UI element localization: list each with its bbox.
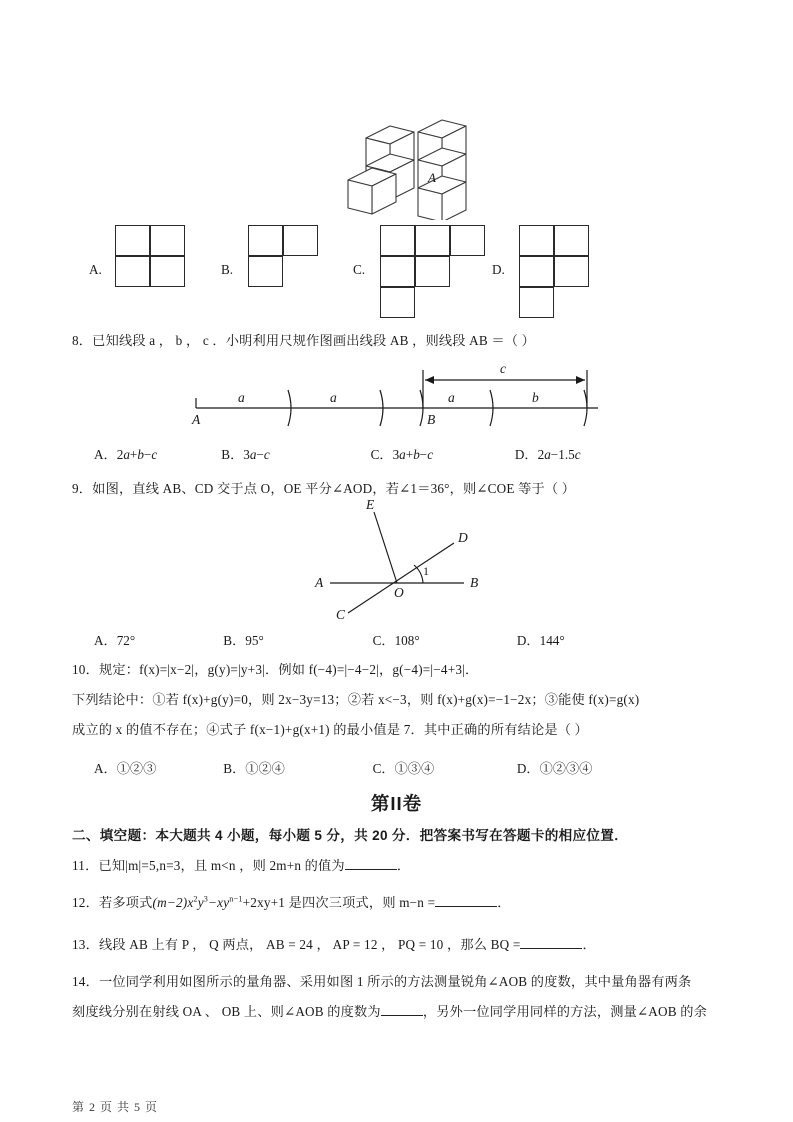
question-12-sup-2: 3	[203, 894, 209, 904]
grid-cell	[248, 225, 283, 256]
grid-cell	[519, 287, 554, 318]
segment-label-b: b	[532, 390, 539, 405]
section-2-heading: 二、填空题：本大题共 4 小题，每小题 5 分，共 20 分．把答案书写在答题卡的相应位置．	[72, 828, 629, 843]
question-12-sup-3: n−1	[229, 894, 243, 904]
q8-option-b[interactable]: B．3a−c	[221, 447, 270, 462]
q10-option-d[interactable]: D．①②③④	[516, 761, 593, 776]
cube-solid-svg	[330, 98, 500, 220]
grid-cell	[415, 256, 450, 287]
question-14-line-1: 14．一位同学利用如图所示的量角器、采用如图 1 所示的方法测量锐角∠AOB 的度数，其中量角器有两条	[72, 974, 692, 989]
grid-cell	[380, 287, 415, 318]
question-14-line-2-a: 刻度线分别在射线 OA 、 OB 上、则∠AOB 的度数为	[72, 1004, 381, 1019]
point-label-B: B	[427, 412, 436, 427]
segment-construction-svg	[180, 360, 610, 435]
grid-cell	[115, 225, 150, 256]
option-b-label: B.	[221, 262, 234, 277]
question-12: 12．若多项式$(m-2)x^2y^3-xy^{n-1}+2xy+1$ 是四次三项式，则 m−n = ．	[72, 894, 511, 910]
segment-label-c: c	[500, 361, 506, 376]
q10-option-a[interactable]: A．①②③	[94, 761, 157, 776]
intersecting-lines-svg	[282, 495, 532, 623]
question-11: 11．已知|m|=5,n=3，且 m<n ，则 2m+n 的值为 ．	[72, 858, 411, 873]
question-10-options	[94, 758, 592, 777]
option-c-grid[interactable]	[380, 225, 485, 318]
question-12-text-d: −xy	[208, 895, 230, 910]
grid-cell	[150, 225, 185, 256]
segment-label-a1: a	[238, 390, 245, 405]
question-8-options	[94, 444, 581, 463]
cube-face-label: A	[428, 170, 436, 185]
question-13-text: 13．线段 AB 上有 P ， Q 两点， AB = 24 ， AP = 12 ， PQ = 10 ，那么 BQ =	[72, 937, 521, 952]
q10-option-b[interactable]: B．①②④	[223, 761, 285, 776]
point-label-O: O	[394, 585, 404, 600]
grid-cell	[519, 256, 554, 287]
question-10-line-1: 10．规定：f(x)=|x−2|，g(y)=|y+3|．例如 f(−4)=|−4−2|，g(−4)=|−4+3|．	[72, 662, 479, 677]
q9-option-d[interactable]: D．144°	[516, 633, 565, 648]
grid-cell	[380, 256, 415, 287]
option-b-grid[interactable]	[248, 225, 318, 287]
question-8-diagram	[180, 360, 610, 435]
point-label-E: E	[366, 497, 375, 512]
question-14-line-2-b: ，另外一位同学用同样的方法，测量∠AOB 的余	[422, 1004, 707, 1019]
question-14-line-2	[72, 1002, 707, 1022]
option-d-label: D.	[492, 262, 505, 277]
option-c-label: C.	[353, 262, 366, 277]
question-12-text-b: (m−2)x	[152, 895, 194, 910]
q9-option-a[interactable]: A．72°	[94, 633, 136, 648]
question-13-blank[interactable]	[520, 948, 582, 949]
question-9-options	[94, 630, 565, 649]
question-8-stem: 8．已知线段 a ， b ， c ．小明利用尺规作图画出线段 AB ，则线段 AB ＝（ ）	[72, 333, 536, 348]
point-label-D: D	[458, 530, 468, 545]
segment-label-a3: a	[448, 390, 455, 405]
q9-option-c[interactable]: C．108°	[372, 633, 420, 648]
q8-option-c[interactable]: C．3a+b−c	[370, 447, 434, 462]
question-11-text: 11．已知|m|=5,n=3，且 m<n ，则 2m+n 的值为	[72, 858, 345, 873]
q10-option-c[interactable]: C．①③④	[372, 761, 435, 776]
option-a-label: A.	[89, 262, 102, 277]
q8-option-a[interactable]: A．2a+b−c	[94, 447, 158, 462]
grid-cell	[554, 225, 589, 256]
question-9-stem: 9．如图，直线 AB、CD 交于点 O，OE 平分∠AOD，若∠1＝36°，则∠COE 等于（ ）	[72, 481, 576, 496]
question-10-line-3: 成立的 x 的值不存在；④式子 f(x−1)+g(x+1) 的最小值是 7．其中正确的所有结论是（ ）	[72, 722, 589, 737]
question-12-text-a: 12．若多项式	[72, 895, 153, 910]
question-10-line-2: 下列结论中：①若 f(x)+g(y)=0，则 2x−3y=13；②若 x<−3，则 f(x)+g(x)=−1−2x；③能使 f(x)=g(x)	[72, 692, 640, 707]
question-12-text-c: y	[197, 895, 204, 910]
grid-cell	[150, 256, 185, 287]
grid-cell	[380, 225, 415, 256]
grid-cell	[554, 256, 589, 287]
grid-cell	[115, 256, 150, 287]
grid-cell	[519, 225, 554, 256]
question-12-sup-1: 2	[193, 894, 198, 904]
option-a-grid[interactable]	[115, 225, 185, 287]
option-d-grid[interactable]	[519, 225, 589, 318]
q8-option-d[interactable]: D．2a−1.5c	[514, 447, 581, 462]
q9-option-b[interactable]: B．95°	[223, 633, 264, 648]
segment-label-a2: a	[330, 390, 337, 405]
point-label-C: C	[336, 607, 346, 622]
grid-cell	[283, 225, 318, 256]
angle-label-1: 1	[423, 564, 429, 578]
point-label-B: B	[470, 575, 479, 590]
page-footer: 第 2 页 共 5 页	[72, 1100, 159, 1114]
question-12-blank[interactable]	[435, 906, 497, 907]
volume-2-title: 第II卷	[370, 793, 423, 814]
question-12-text-e: +2xy+1 是四次三项式，则 m−n =	[242, 895, 436, 910]
point-label-A: A	[192, 412, 201, 427]
question-13: 13．线段 AB 上有 P ， Q 两点， AB = 24 ， AP = 12 ， PQ = 10 ，那么 BQ = ．	[72, 937, 596, 952]
question-14-blank[interactable]	[381, 1015, 423, 1016]
question-9-diagram	[282, 495, 532, 623]
grid-cell	[450, 225, 485, 256]
grid-cell	[248, 256, 283, 287]
question-11-blank[interactable]	[345, 869, 397, 870]
point-label-A: A	[315, 575, 324, 590]
cube-solid-figure	[330, 98, 500, 220]
grid-cell	[415, 225, 450, 256]
